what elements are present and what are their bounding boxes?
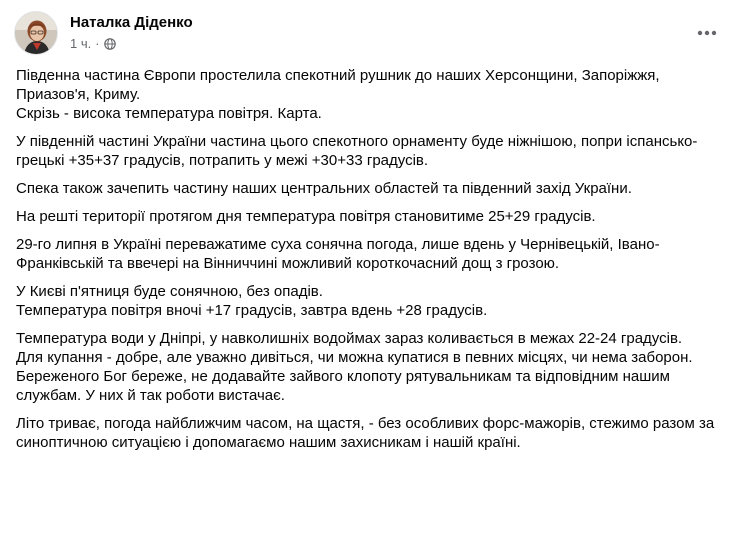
paragraph [16,329,716,405]
text-line: У південній частині України частина цього спекотного орнаменту буде ніжнішою, попри іспансько-грецькі +35+37 градусів, потрапить у межі +30+33 градусів. [16,133,698,169]
post-time[interactable]: 1 ч. [70,36,92,51]
paragraph [16,179,716,198]
globe-icon[interactable] [104,38,116,50]
author-avatar[interactable] [14,11,58,55]
text-line: Південна частина Європи простелила спекотний рушник до наших Херсонщини, Запоріжжя, Приазов'я, Криму. [16,67,660,103]
post-header [14,11,723,57]
text-line: Літо триває, погода найближчим часом, на щастя, - без особливих форс-мажорів, стежимо разом за синоптичною ситуацією і допомагаємо нашим захисникам і нашій країні. [16,415,715,451]
paragraph [16,414,716,452]
text-line: Береженого Бог береже, не додавайте зайвого клопоту рятувальникам та відповідним нашим службам. У них й так роботи вистачає. [16,368,670,404]
text-line: Спека також зачепить частину наших центральних областей та південний захід України. [16,180,632,197]
text-line: Температура води у Дніпрі, у навколишніх водоймах зараз коливається в межах 22-24 градусів. [16,330,683,347]
text-line: У Києві п'ятниця буде сонячною, без опадів. [16,283,323,300]
text-line: На решті території протягом дня температура повітря становитиме 25+29 градусів. [16,208,596,225]
text-line: Для купання - добре, але уважно дивіться, чи можна купатися в певних місцях, чи нема заборон. [16,349,693,366]
paragraph [16,66,716,123]
avatar-image [15,12,58,55]
text-line: Температура повітря вночі +17 градусів, завтра вдень +28 градусів. [16,302,488,319]
post-text [16,66,716,461]
more-options-icon[interactable] [695,21,719,45]
paragraph [16,282,716,320]
text-line: Скрізь - висока температура повітря. Карта. [16,105,322,122]
paragraph [16,207,716,226]
text-line: 29-го липня в Україні переважатиме суха сонячна погода, лише вдень у Чернівецькій, Івано-Франківській та ввечері на Вінниччині можливий короткочасний дощ з грозою. [16,236,660,272]
paragraph [16,132,716,170]
post-meta [70,36,116,51]
paragraph [16,235,716,273]
author-name[interactable]: Наталка Діденко [70,14,193,31]
meta-separator: · [95,36,100,51]
